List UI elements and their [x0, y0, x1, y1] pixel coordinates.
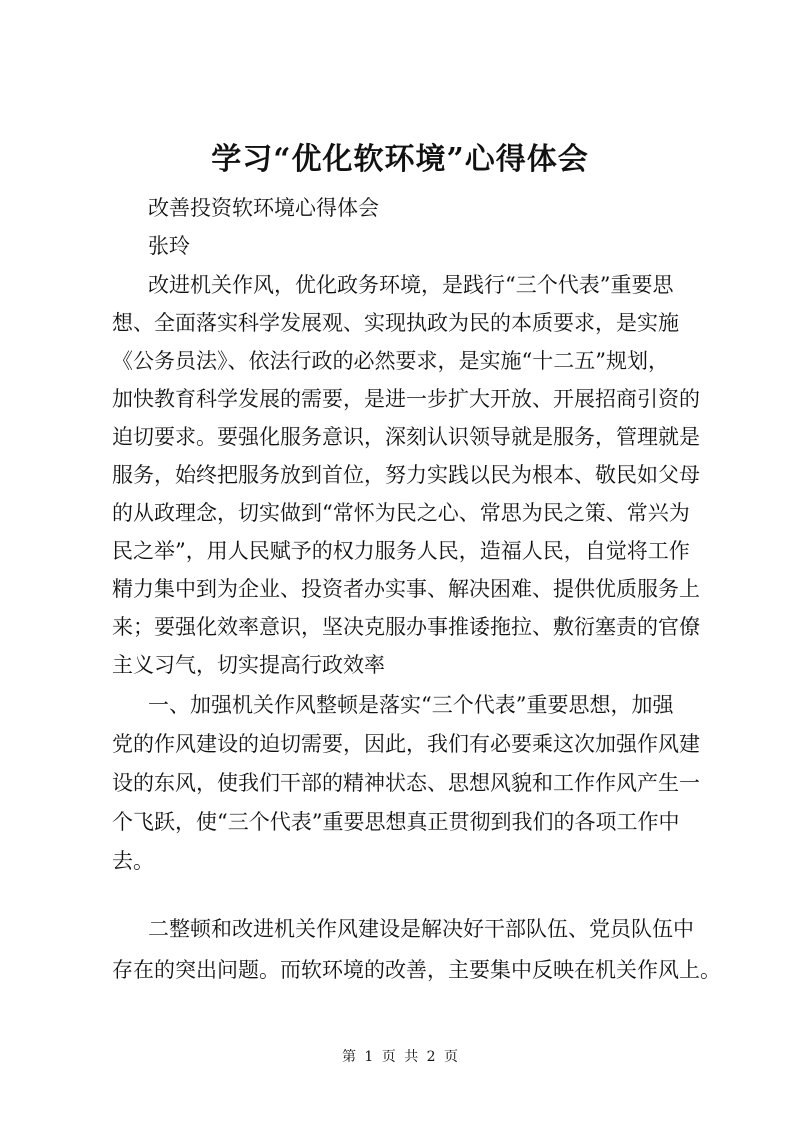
paragraph-1-line-10: 来；要强化效率意识，坚决克服办事推诿拖拉、敷衍塞责的官僚 [112, 615, 700, 639]
paragraph-1-line-6: 服务，始终把服务放到首位，努力实践以民为根本、敬民如父母 [112, 463, 700, 487]
paragraph-2-line-2: 党的作风建设的迫切需要，因此，我们有必要乘这次加强作风建 [112, 732, 700, 756]
paragraph-2-line-4: 个飞跃，使“三个代表”重要思想真正贯彻到我们的各项工作中 [112, 810, 680, 834]
paragraph-2-line-5: 去。 [112, 849, 154, 873]
paragraph-1-line-4: 加快教育科学发展的需要，是进一步扩大开放、开展招商引资的 [112, 387, 700, 411]
paragraph-1-line-8: 民之举”，用人民赋予的权力服务人民，造福人民，自觉将工作 [112, 539, 690, 563]
document-author: 张玲 [148, 234, 190, 258]
paragraph-1-line-9: 精力集中到为企业、投资者办实事、解决困难、提供优质服务上 [112, 577, 700, 601]
paragraph-1-line-5: 迫切要求。要强化服务意识，深刻认识领导就是服务，管理就是 [112, 425, 700, 449]
paragraph-3-line-1: 二整顿和改进机关作风建设是解决好干部队伍、党员队伍中 [148, 917, 694, 941]
document-subtitle: 改善投资软环境心得体会 [148, 196, 379, 220]
paragraph-2-line-3: 设的东风，使我们干部的精神状态、思想风貌和工作作风产生一 [112, 771, 700, 795]
paragraph-1-line-7: 的从政理念，切实做到“常怀为民之心、常思为民之策、常兴为 [112, 501, 690, 525]
document-title: 学习“优化软环境”心得体会 [211, 142, 589, 177]
paragraph-1-line-3: 《公务员法》、依法行政的必然要求，是实施“十二五”规划， [112, 349, 669, 373]
paragraph-3-line-2: 存在的突出问题。而软环境的改善，主要集中反映在机关作风上。 [112, 958, 721, 982]
page-footer: 第 1 页 共 2 页 [341, 1049, 459, 1065]
paragraph-1-line-1: 改进机关作风，优化政务环境，是践行“三个代表”重要思 [148, 273, 674, 297]
paragraph-2-line-1: 一、加强机关作风整顿是落实“三个代表”重要思想，加强 [148, 693, 674, 717]
paragraph-1-line-2: 想、全面落实科学发展观、实现执政为民的本质要求，是实施 [112, 311, 679, 335]
paragraph-1-line-11: 主义习气，切实提高行政效率 [112, 653, 385, 677]
